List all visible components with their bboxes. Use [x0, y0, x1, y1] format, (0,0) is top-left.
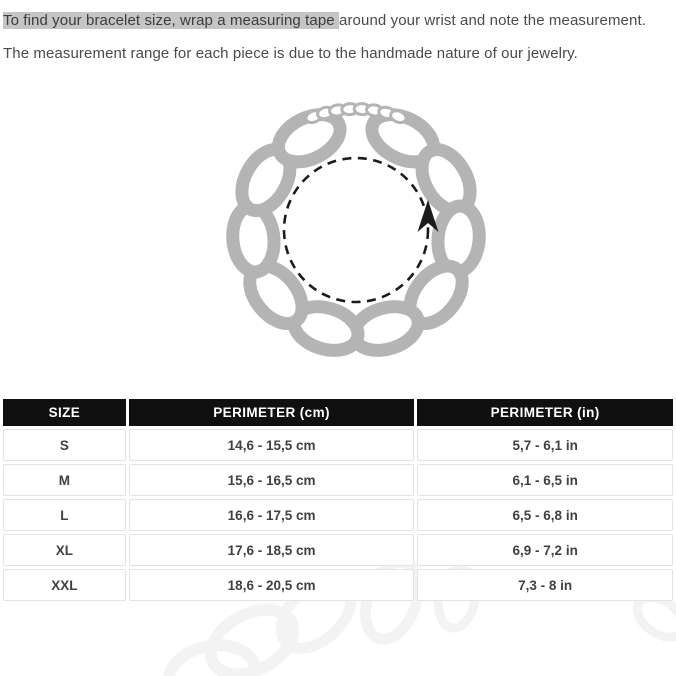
table-row [3, 464, 673, 496]
measure-circle [284, 158, 428, 302]
table-row [3, 569, 673, 601]
perimeter-cm-cell: 16,6 - 17,5 cm [129, 499, 415, 531]
intro-line-1 [3, 12, 673, 31]
perimeter-cm-cell: 18,6 - 20,5 cm [129, 569, 415, 601]
perimeter-in-cell: 5,7 - 6,1 in [417, 429, 673, 461]
table-header-row [3, 399, 673, 426]
size-header: SIZE [3, 399, 126, 426]
chain-big-links [230, 105, 482, 358]
intro-line-1-rest: around your wrist and note the measurement. [339, 12, 646, 29]
intro-text [0, 12, 676, 64]
size-table [0, 396, 676, 604]
perimeter-cm-cell: 15,6 - 16,5 cm [129, 464, 415, 496]
perimeter-cm-cell: 17,6 - 18,5 cm [129, 534, 415, 566]
perimeter-cm-header: PERIMETER (cm) [129, 399, 415, 426]
perimeter-in-header: PERIMETER (in) [417, 399, 673, 426]
perimeter-in-cell: 7,3 - 8 in [417, 569, 673, 601]
table-row [3, 429, 673, 461]
perimeter-in-cell: 6,1 - 6,5 in [417, 464, 673, 496]
size-cell: M [3, 464, 126, 496]
chain-fine-links [304, 103, 408, 124]
table-row [3, 499, 673, 531]
perimeter-in-cell: 6,9 - 7,2 in [417, 534, 673, 566]
direction-arrow-icon [418, 200, 439, 232]
table-row [3, 534, 673, 566]
perimeter-cm-cell: 14,6 - 15,5 cm [129, 429, 415, 461]
size-cell: XXL [3, 569, 126, 601]
size-cell: L [3, 499, 126, 531]
size-cell: XL [3, 534, 126, 566]
size-cell: S [3, 429, 126, 461]
intro-line-2: The measurement range for each piece is due to the handmade nature of our jewelry. [3, 44, 578, 62]
chain-small-links [241, 136, 471, 344]
highlighted-text: To find your bracelet size, wrap a measuring tape [3, 12, 340, 29]
perimeter-in-cell: 6,5 - 6,8 in [417, 499, 673, 531]
